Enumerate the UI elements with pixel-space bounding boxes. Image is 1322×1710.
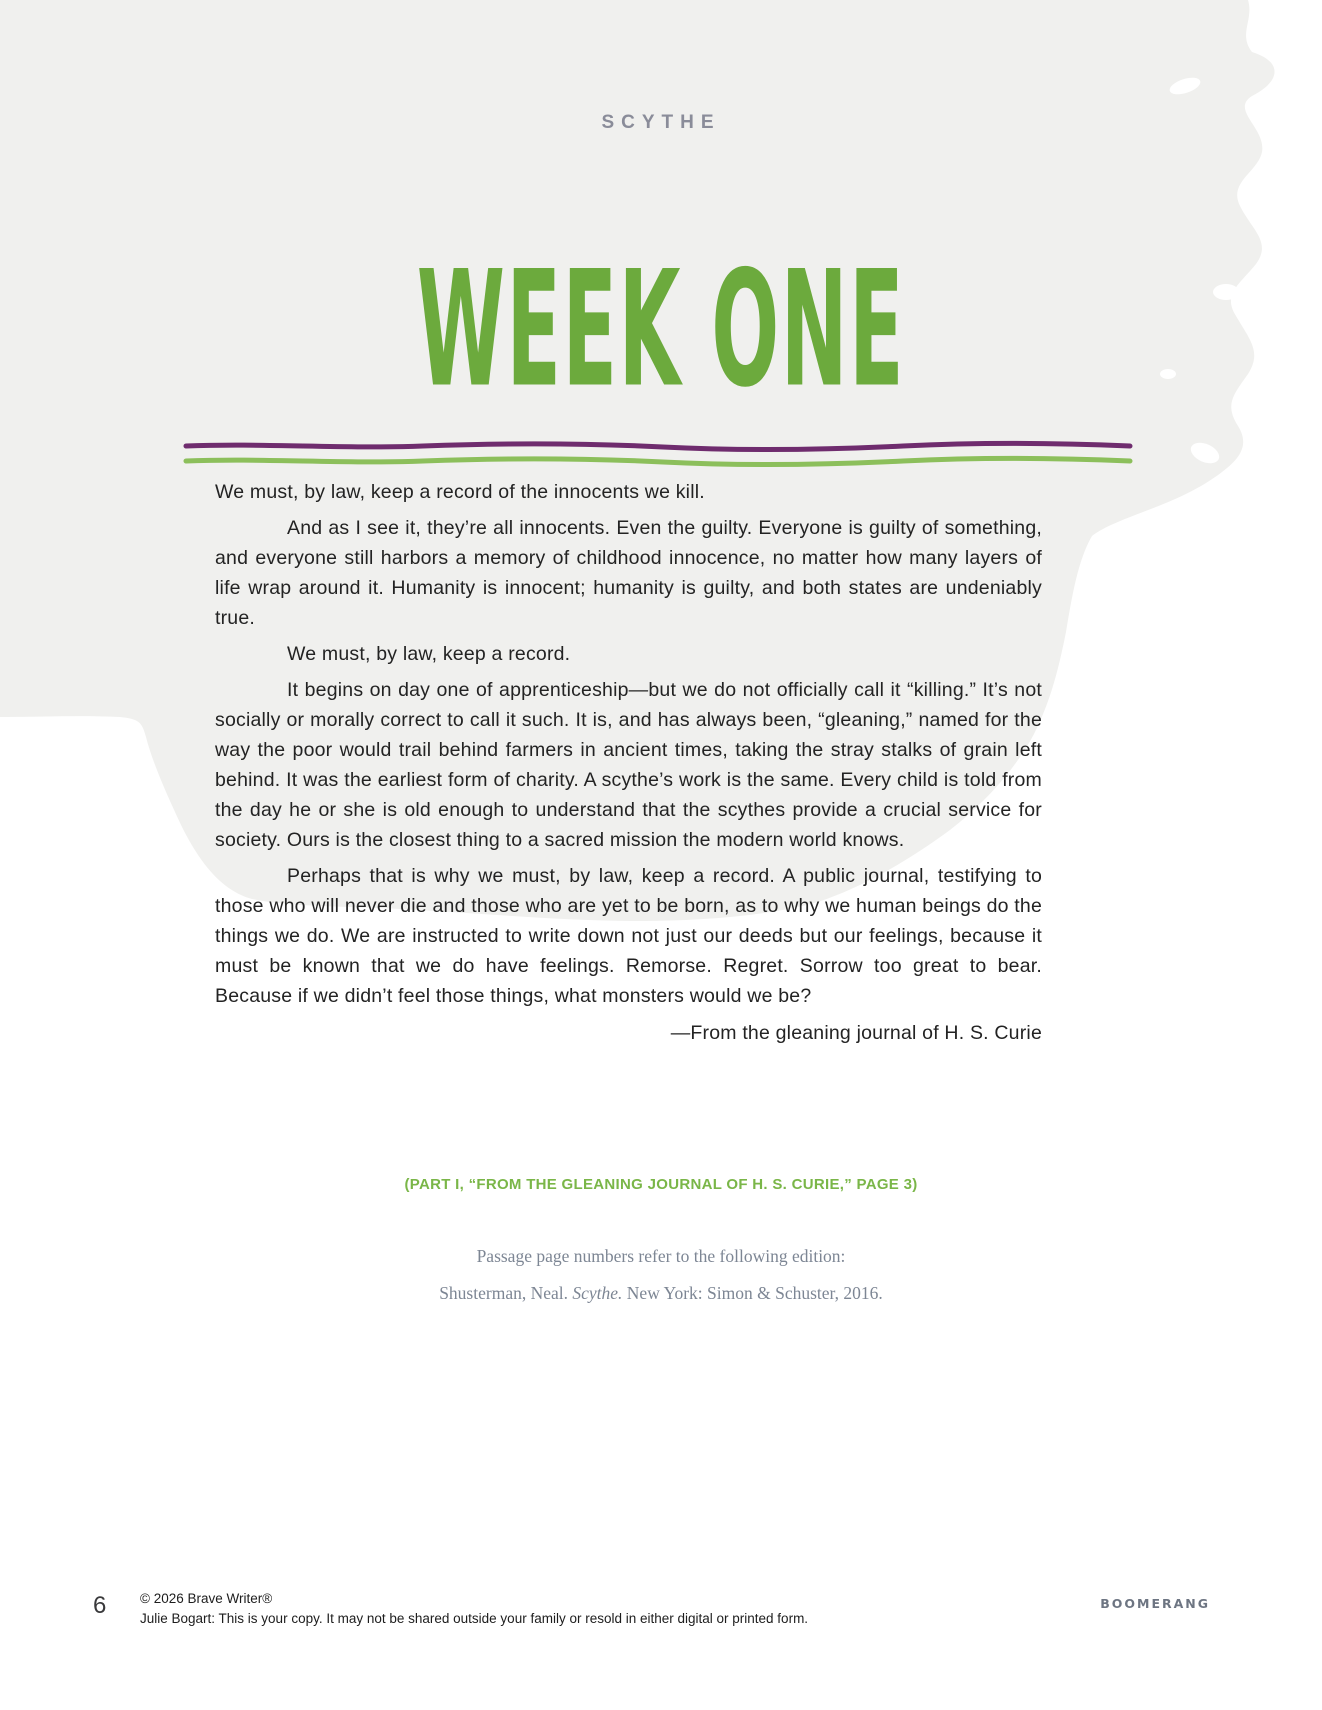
passage-paragraph: And as I see it, they’re all innocents. Even the guilty. Everyone is guilty of something, and everyone still harbors a memory of childhood innocence, no matter how many layers of life wrap around it. Humanity is innocent; humanity is guilty, and both states are undeniably true. (215, 517, 1042, 629)
week-title: WEEK ONE (416, 238, 906, 423)
passage-paragraph: It begins on day one of apprenticeship—but we do not officially call it “killing.” It’s not socially or morally correct to call it such. It is, and has always been, “gleaning,” named for the way the poor would trail behind farmers in ancient times, taking the stray stalks of grain left behind. It was the earliest form of charity. A scythe’s work is the same. Every child is told from the day he or she is old enough to understand that the scythes provide a crucial service for society. Ours is the closest thing to a sacred mission the modern world knows. (215, 679, 1042, 851)
edition-author: Shusterman, Neal. (439, 1283, 573, 1303)
passage-excerpt (215, 477, 1042, 1054)
edition-publisher: New York: Simon & Schuster, 2016. (622, 1283, 883, 1303)
page-number: 6 (93, 1592, 107, 1619)
divider-purple-line (186, 443, 1130, 449)
week-title-wrap (0, 238, 1322, 428)
passage-paragraph: Perhaps that is why we must, by law, keep a record. A public journal, testifying to those who will never die and those who are yet to be born, as to why we human beings do the things we do. We are instructed to write down not just our deeds but our feelings, because it must be known that we do have feelings. Remorse. Regret. Sorrow too great to bear. Because if we didn’t feel those things, what monsters would we be? (215, 865, 1042, 1007)
passage-paragraph: We must, by law, keep a record of the innocents we kill. (215, 481, 705, 503)
edition-book-title: Scythe. (572, 1283, 623, 1303)
citation-note: (PART I, “FROM THE GLEANING JOURNAL OF H. S. CURIE,” PAGE 3) (404, 1176, 918, 1193)
edition-note-line1: Passage page numbers refer to the following edition: (476, 1246, 846, 1266)
double-wavy-divider (183, 438, 1133, 470)
divider-green-line (186, 458, 1130, 464)
copyright-notice (140, 1589, 808, 1628)
copyright-line2: Julie Bogart: This is your copy. It may not be shared outside your family or resold in either digital or printed form. (140, 1610, 809, 1626)
edition-note-line2 (0, 1275, 1322, 1312)
passage-attribution: —From the gleaning journal of H. S. Curie (670, 1022, 1042, 1044)
copyright-line1: © 2026 Brave Writer® (140, 1591, 273, 1606)
running-header-book-title: SCYTHE (601, 112, 721, 133)
passage-paragraph: We must, by law, keep a record. (287, 643, 571, 665)
boomerang-brand-logo: BOOMERANG (1100, 1596, 1210, 1611)
edition-note (0, 1238, 1322, 1312)
